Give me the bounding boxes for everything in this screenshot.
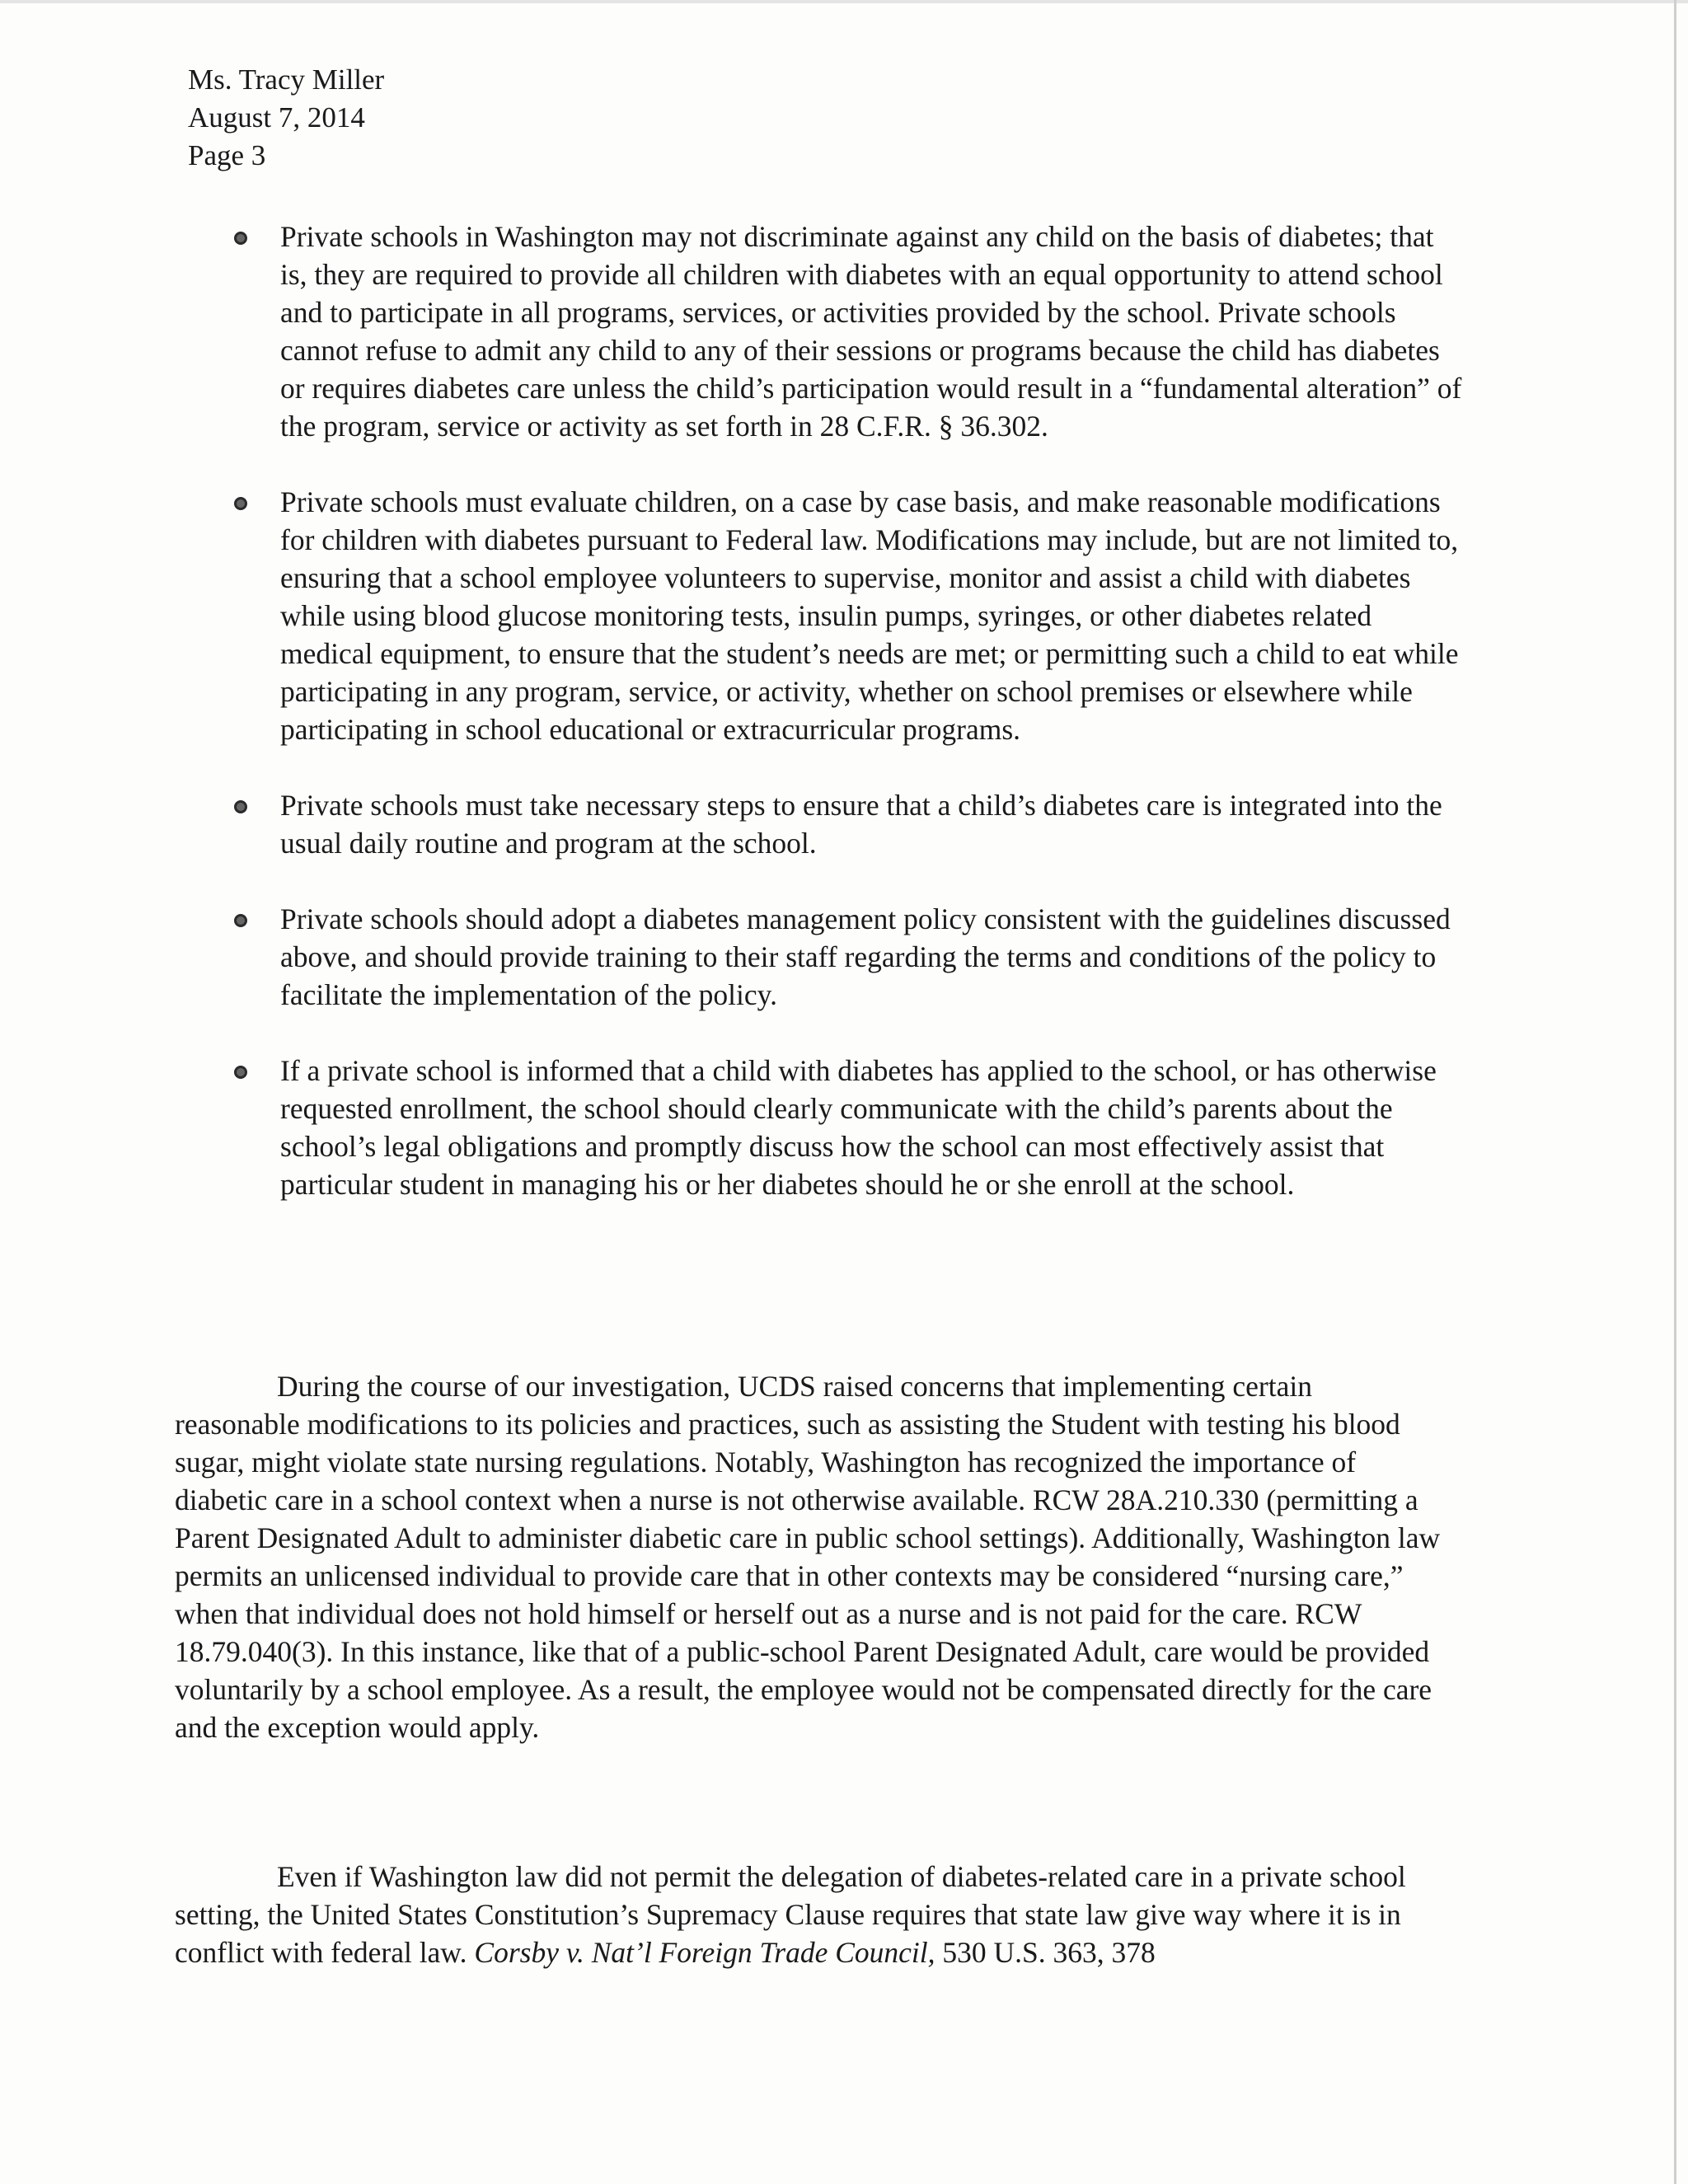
bullet-dot-icon bbox=[234, 914, 247, 927]
letter-header bbox=[188, 61, 384, 175]
bullet-dot-icon bbox=[234, 1066, 247, 1079]
letter-date: August 7, 2014 bbox=[188, 101, 365, 134]
bullet-item bbox=[280, 900, 1467, 1014]
scan-right-edge bbox=[1674, 0, 1676, 2184]
supremacy-paragraph bbox=[175, 1858, 1444, 1971]
bullet-text: Private schools must take necessary steps to ensure that a child’s diabetes care is integrated into the usual daily routine and program at the school. bbox=[280, 789, 1442, 860]
bullet-item bbox=[280, 218, 1467, 445]
bullet-item bbox=[280, 483, 1467, 748]
bullet-item bbox=[280, 1052, 1467, 1203]
bullet-dot-icon bbox=[234, 232, 247, 245]
bullet-dot-icon bbox=[234, 497, 247, 510]
reporter-citation: 530 U.S. 363, 378 bbox=[935, 1936, 1156, 1969]
investigation-paragraph: During the course of our investigation, UCDS raised concerns that implementing certain reasonable modifications to its policies and practices, such as assisting the Student with testing his blood sugar, might violate state nursing regulations. Notably, Washington has recognized the importance of diabetic care in a school context when a nurse is not otherwise available. RCW 28A.210.330 (permitting a Parent Designated Adult to administer diabetic care in public school settings). Additionally, Washington law permits an unlicensed individual to provide care that in other contexts may be considered “nursing care,” when that individual does not hold himself or herself out as a nurse and is not paid for the care. RCW 18.79.040(3). In this instance, like that of a public-school Parent Designated Adult, care would be provided voluntarily by a school employee. As a result, the employee would not be compensated directly for the care and the exception would apply. bbox=[175, 1370, 1441, 1744]
recipient-name: Ms. Tracy Miller bbox=[188, 63, 385, 96]
case-citation: Corsby v. Nat’l Foreign Trade Council, bbox=[474, 1936, 935, 1969]
page-number: Page 3 bbox=[188, 139, 266, 171]
bullet-text: If a private school is informed that a child with diabetes has applied to the school, or has otherwise requested enrollment, the school should clearly communicate with the child’s parents about the school’s legal obligations and promptly discuss how the school can most effectively assist that particular student in managing his or her diabetes should he or she enroll at the school. bbox=[280, 1054, 1437, 1201]
bullet-text: Private schools should adopt a diabetes management policy consistent with the guidelines discussed above, and should provide training to their staff regarding the terms and conditions of the policy to facilitate the implementation of the policy. bbox=[280, 902, 1451, 1011]
bullet-item bbox=[280, 786, 1467, 862]
bullet-list bbox=[280, 218, 1467, 1241]
bullet-text: Private schools in Washington may not discriminate against any child on the basis of diabetes; that is, they are required to provide all children with diabetes with an equal opportunity to attend school and to participate in all programs, services, or activities provided by the school. Private schools cannot refuse to admit any child to any of their sessions or programs because the child has diabetes or requires diabetes care unless the child’s participation would result in a “fundamental alteration” of the program, service or activity as set forth in 28 C.F.R. § 36.302. bbox=[280, 220, 1462, 443]
bullet-dot-icon bbox=[234, 800, 247, 813]
supremacy-text: Even if Washington law did not permit the delegation of diabetes-related care in a private school setting, the United States Constitution’s Supremacy Clause requires that state law give way where it is in conflict with federal law. bbox=[175, 1860, 1406, 1969]
scan-top-edge bbox=[0, 0, 1688, 3]
bullet-text: Private schools must evaluate children, on a case by case basis, and make reasonable modifications for children with diabetes pursuant to Federal law. Modifications may include, but are not limited to, ensuring that a school employee volunteers to supervise, monitor and assist a child with diabetes while using blood glucose monitoring tests, insulin pumps, syringes, or other diabetes related medical equipment, to ensure that the student’s needs are met; or permitting such a child to eat while participating in any program, service, or activity, whether on school premises or elsewhere while participating in school educational or extracurricular programs. bbox=[280, 485, 1459, 746]
